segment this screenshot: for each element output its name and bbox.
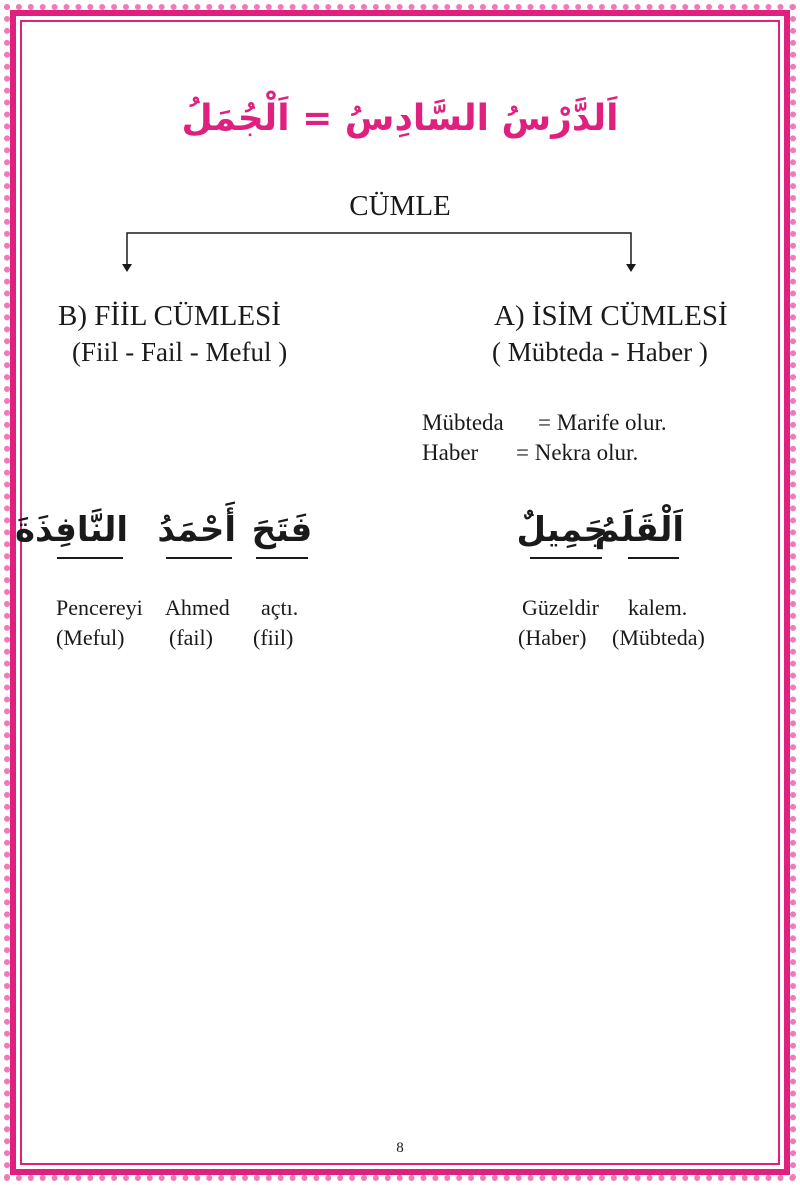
word-underline	[530, 557, 602, 559]
arabic-word: النَّافِذَةَ	[14, 510, 128, 550]
page-number: 8	[396, 1140, 404, 1156]
translation-word: kalem.	[628, 595, 688, 620]
arabic-word: اَلْقَلَمُ	[594, 510, 684, 550]
role-label: (Haber)	[518, 625, 587, 650]
arabic-word: أَحْمَدُ	[157, 510, 236, 550]
translation-word: Pencereyi	[56, 595, 143, 620]
tree-branch-lines	[127, 233, 631, 266]
right-branch-parts: ( Mübteda - Haber )	[492, 337, 708, 367]
rule-1-value: = Marife olur.	[538, 410, 667, 435]
role-label: (Meful)	[56, 625, 125, 650]
lesson-title: اَلدَّرْسُ السَّادِسُ = اَلْجُمَلُ	[181, 98, 619, 139]
translation-word: Ahmed	[165, 595, 230, 620]
translation-word: açtı.	[261, 595, 299, 620]
word-underline	[57, 557, 123, 559]
rule-2-term: Haber	[422, 440, 479, 465]
left-branch-heading: B) FİİL CÜMLESİ	[58, 300, 281, 332]
rule-1-term: Mübteda	[422, 410, 504, 435]
rule-2-value: = Nekra olur.	[516, 440, 639, 465]
role-label: (Mübteda)	[612, 625, 705, 650]
role-label: (fiil)	[253, 625, 294, 650]
word-underline	[256, 557, 308, 559]
role-label: (fail)	[169, 625, 213, 650]
left-arrow-icon	[122, 264, 132, 272]
arabic-word: فَتَحَ	[251, 510, 313, 550]
right-arrow-icon	[626, 264, 636, 272]
left-branch-parts: (Fiil - Fail - Meful )	[72, 337, 288, 367]
arabic-word: جَمِيلٌ	[516, 510, 608, 550]
tree-diagram	[0, 0, 800, 300]
word-underline	[628, 557, 679, 559]
right-branch-heading: A) İSİM CÜMLESİ	[494, 300, 728, 332]
word-underline	[166, 557, 232, 559]
root-label: CÜMLE	[349, 190, 451, 222]
translation-word: Güzeldir	[522, 595, 599, 620]
